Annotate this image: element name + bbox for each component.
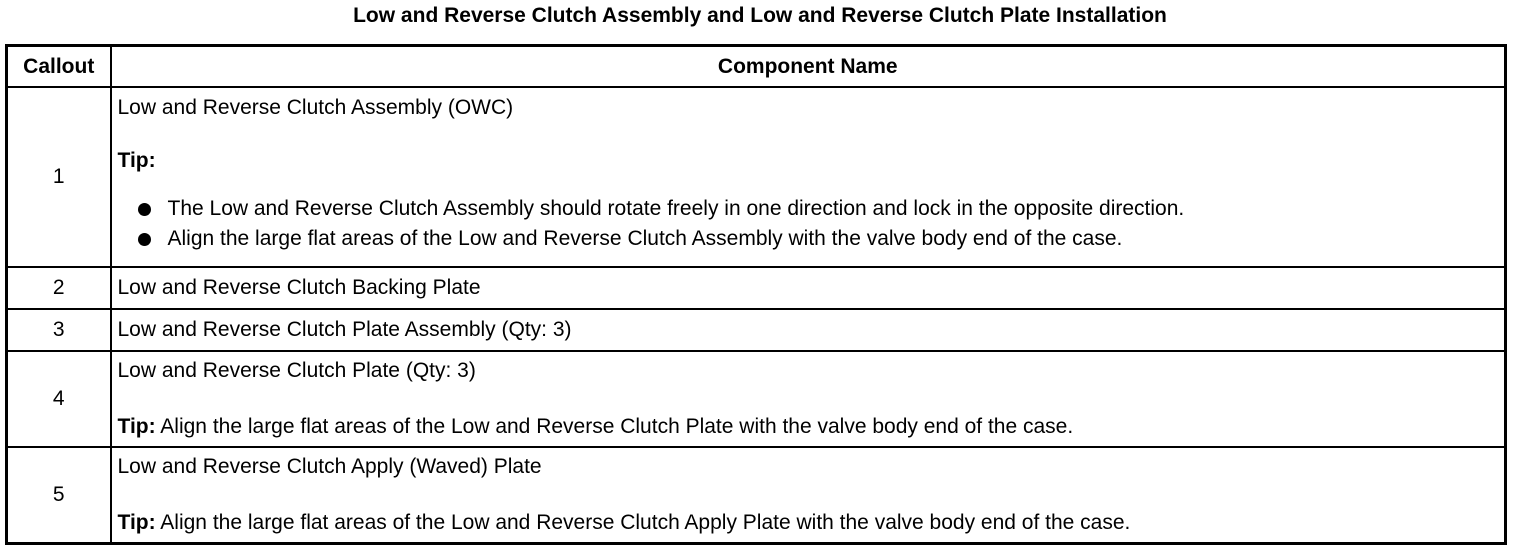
list-item <box>118 224 1505 254</box>
table-row <box>7 447 1506 544</box>
page-title: Low and Reverse Clutch Assembly and Low and Reverse Clutch Plate Installation <box>353 4 1167 27</box>
component-name: Low and Reverse Clutch Backing Plate <box>117 276 481 299</box>
tip-bullet-list <box>118 194 1505 254</box>
component-name-cell <box>111 447 1506 544</box>
table-row <box>7 309 1506 351</box>
bullet-icon <box>138 203 151 216</box>
component-name-header: Component Name <box>111 46 1506 88</box>
bullet-text: The Low and Reverse Clutch Assembly should rotate freely in one direction and lock in the opposite direction. <box>167 197 1185 220</box>
table-header-row <box>7 46 1506 88</box>
component-name-cell <box>111 351 1506 447</box>
component-name: Low and Reverse Clutch Plate (Qty: 3) <box>117 359 476 382</box>
table-row <box>7 351 1506 447</box>
tip-line <box>118 504 1505 542</box>
callout-number: 2 <box>7 267 111 309</box>
list-item <box>118 194 1505 224</box>
component-table <box>5 44 1507 545</box>
tip-label: Tip: <box>117 149 156 172</box>
bullet-icon <box>138 233 151 246</box>
component-name-cell <box>111 267 1506 309</box>
table-row <box>7 267 1506 309</box>
callout-number: 4 <box>7 351 111 447</box>
tip-line <box>118 408 1505 446</box>
tip-text: Align the large flat areas of the Low and Reverse Clutch Apply Plate with the valve body end of the case. <box>155 511 1131 534</box>
callout-number: 5 <box>7 447 111 544</box>
table-row <box>7 87 1506 267</box>
bullet-text: Align the large flat areas of the Low and Reverse Clutch Assembly with the valve body end of the case. <box>167 227 1123 250</box>
callout-number: 1 <box>7 87 111 267</box>
tip-label: Tip: <box>117 511 156 534</box>
component-name-cell <box>111 87 1506 267</box>
tip-label: Tip: <box>117 415 156 438</box>
tip-text: Align the large flat areas of the Low and Reverse Clutch Plate with the valve body end of the case. <box>155 415 1074 438</box>
component-name: Low and Reverse Clutch Apply (Waved) Plate <box>117 455 542 478</box>
callout-header: Callout <box>7 46 111 88</box>
component-name: Low and Reverse Clutch Assembly (OWC) <box>117 96 514 119</box>
callout-number: 3 <box>7 309 111 351</box>
component-name: Low and Reverse Clutch Plate Assembly (Qty: 3) <box>117 318 572 341</box>
component-name-cell <box>111 309 1506 351</box>
